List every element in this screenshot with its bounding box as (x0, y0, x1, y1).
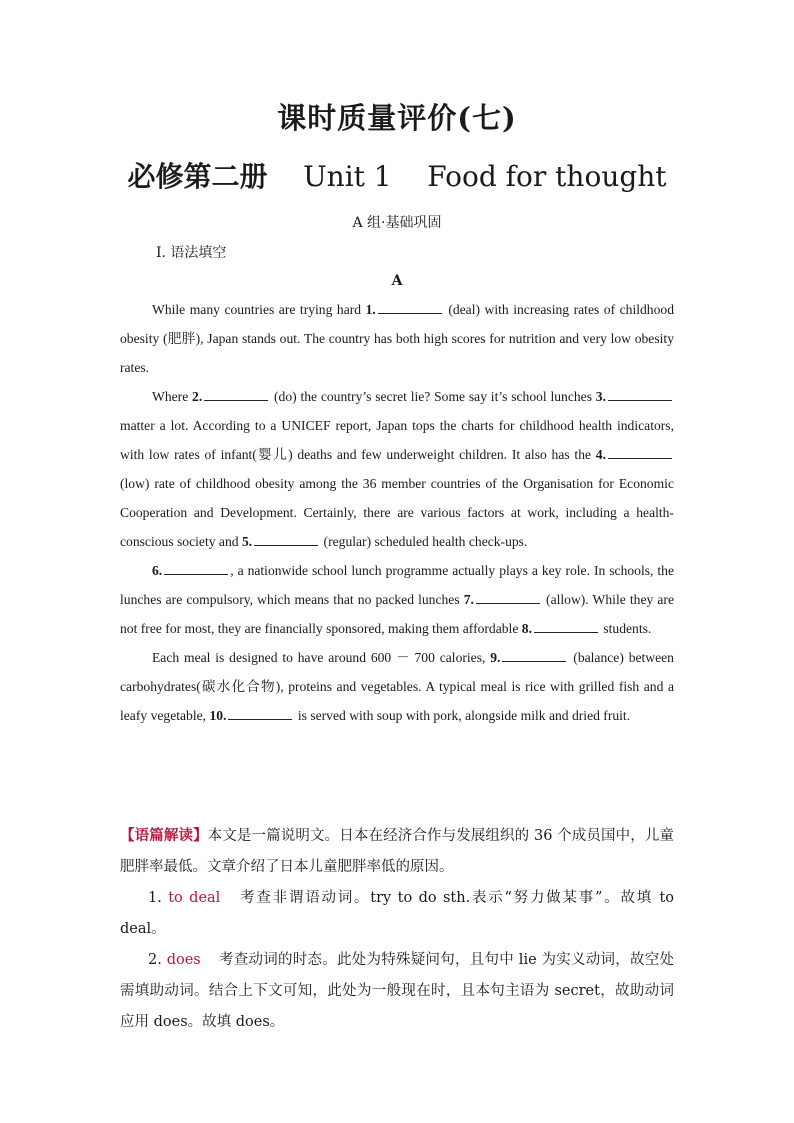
text-span: (balance) between carbohydrates(碳水化合物), proteins and vegetables. A typical meal is rice with grilled fish and a leafy vegetable, (120, 650, 674, 723)
answer-value: does (166, 952, 201, 968)
text-span: While many countries are trying hard (152, 302, 366, 317)
text-span: matter a lot. According to a UNICEF report, Japan tops the charts for childhood health indicators, with low rates of infant(婴儿) deaths and few underweight children. It also has the (120, 418, 674, 462)
answer-blank (608, 386, 672, 401)
answer-blank (164, 560, 228, 575)
analysis-tag: 【语篇解读】 (120, 827, 208, 844)
passage-heading: A (391, 273, 403, 289)
answer-value: to deal (168, 890, 221, 906)
group-label: A 组·基础巩固 (352, 215, 442, 231)
passage-paragraph-3 (120, 556, 674, 643)
passage-body (120, 295, 674, 730)
section-label: Ⅰ. 语法填空 (156, 245, 227, 261)
answer-blank (476, 589, 540, 604)
answer-item-1 (120, 883, 674, 945)
blank-number: 6. (152, 563, 163, 578)
answer-number: 2. (148, 952, 162, 968)
page-title: 课时质量评价(七) (277, 101, 517, 135)
subtitle-unit: Unit 1 (303, 160, 392, 193)
answer-item-2 (120, 945, 674, 1038)
blank-number: 3. (595, 389, 606, 404)
text-span: is served with soup with pork, alongside milk and dried fruit. (294, 708, 631, 723)
blank-number: 1. (365, 302, 376, 317)
answer-blank (502, 647, 566, 662)
answer-explanation: 考查非谓语动词。try to do sth.表示“努力做某事”。故填 to deal。 (120, 890, 675, 937)
blank-number: 2. (192, 389, 203, 404)
text-span: Each meal is designed to have around 600 － 700 calories, (152, 650, 491, 665)
analysis-intro (120, 820, 674, 883)
passage-paragraph-1 (120, 295, 674, 382)
blank-number: 4. (595, 447, 606, 462)
subtitle-topic: Food for thought (427, 160, 667, 193)
answer-blank (254, 531, 318, 546)
page-subtitle (0, 155, 794, 195)
passage-paragraph-4 (120, 643, 674, 730)
analysis-section (120, 820, 674, 1038)
text-span: (allow). While they are not free for most, they are financially sponsored, making them affordable (120, 592, 674, 636)
text-span: students. (599, 621, 652, 636)
text-span: (deal) with increasing rates of childhood obesity (肥胖), Japan stands out. The country has both high scores for nutrition and very low obesity rates. (120, 302, 674, 375)
blank-number: 8. (521, 621, 532, 636)
answer-blank (534, 618, 598, 633)
blank-number: 5. (241, 534, 253, 549)
blank-number: 7. (463, 592, 474, 607)
answer-blank (204, 386, 268, 401)
passage-paragraph-2 (120, 382, 674, 556)
answer-explanation: 考查动词的时态。此处为特殊疑问句，且句中 lie 为实义动词，故空处需填助动词。结合上下文可知，此处为一般现在时，且本句主语为 secret，故助动词应用 does。故填 does。 (120, 952, 674, 1030)
answer-blank (378, 299, 442, 314)
subtitle-book: 必修第二册 (127, 160, 268, 193)
text-span: Where (152, 389, 193, 404)
answer-blank (228, 705, 292, 720)
text-span: (low) rate of childhood obesity among the 36 member countries of the Organisation for Economic Cooperation and Development. Certainly, there are various factors at work, including a health-conscious society and (120, 476, 674, 549)
analysis-intro-text: 本文是一篇说明文。日本在经济合作与发展组织的 36 个成员国中，儿童肥胖率最低。文章介绍了日本儿童肥胖率低的原因。 (120, 828, 674, 875)
text-span: (regular) scheduled health check-ups. (320, 534, 528, 549)
text-span: , a nationwide school lunch programme actually plays a key role. In schools, the lunches are compulsory, which means that no packed lunches (120, 563, 674, 607)
blank-number: 10. (209, 708, 227, 723)
blank-number: 9. (490, 650, 501, 665)
answer-blank (608, 444, 672, 459)
text-span: (do) the country’s secret lie? Some say it’s school lunches (270, 389, 596, 404)
answer-number: 1. (148, 890, 162, 906)
